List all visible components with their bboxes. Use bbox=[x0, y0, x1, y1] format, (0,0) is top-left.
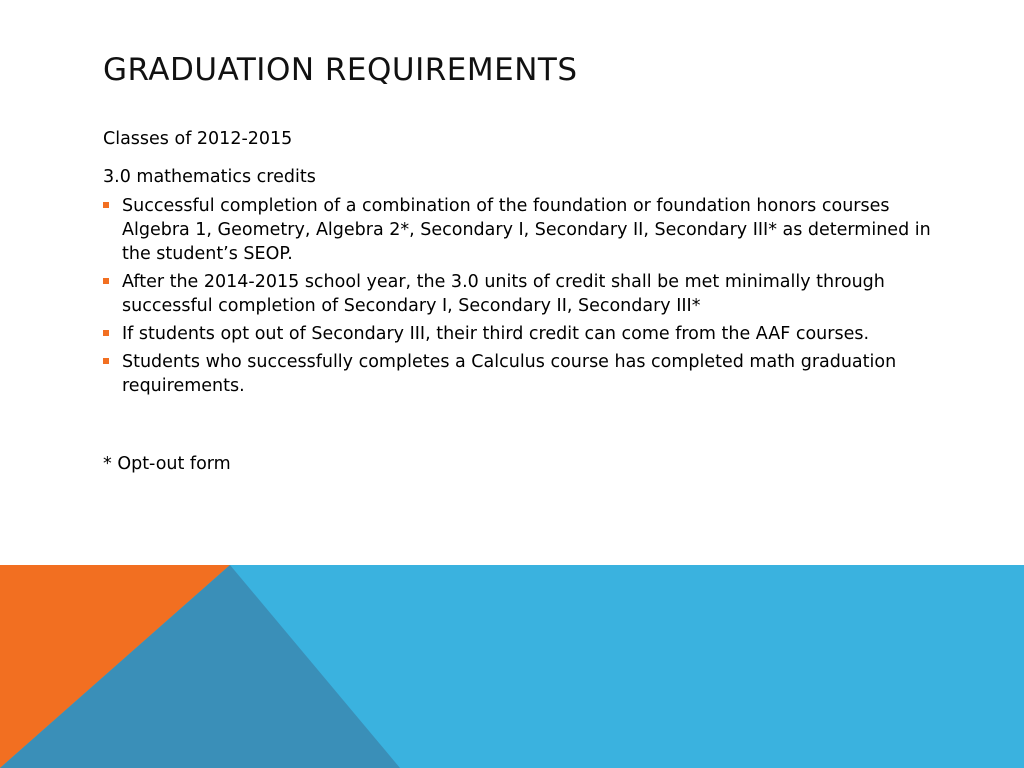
bullet-item bbox=[103, 270, 943, 318]
bullet-text: Successful completion of a combination of the foundation or foundation honors courses Algebra 1, Geometry, Algebra 2*, Secondary I, Secondary II, Secondary III* as determined in the student’s SEOP. bbox=[122, 196, 931, 264]
bullet-item bbox=[103, 350, 943, 398]
footnote: * Opt-out form bbox=[103, 454, 231, 474]
square-bullet-icon bbox=[103, 202, 109, 208]
bullet-text: After the 2014-2015 school year, the 3.0 units of credit shall be met minimally through successful completion of Secondary I, Secondary II, Secondary III* bbox=[122, 272, 885, 316]
bullet-item bbox=[103, 194, 943, 266]
subheading-classes: Classes of 2012-2015 bbox=[103, 129, 293, 149]
bullet-text: Students who successfully completes a Calculus course has completed math graduation requirements. bbox=[122, 352, 897, 396]
bullet-text: If students opt out of Secondary III, their third credit can come from the AAF courses. bbox=[122, 324, 870, 344]
bullet-item bbox=[103, 322, 943, 346]
square-bullet-icon bbox=[103, 278, 109, 284]
slide-content bbox=[103, 127, 943, 476]
subheading-credits: 3.0 mathematics credits bbox=[103, 167, 316, 187]
decorative-footer-shapes bbox=[0, 565, 1024, 768]
square-bullet-icon bbox=[103, 358, 109, 364]
bullet-list bbox=[103, 194, 943, 398]
square-bullet-icon bbox=[103, 330, 109, 336]
slide-title: GRADUATION REQUIREMENTS bbox=[103, 52, 578, 88]
